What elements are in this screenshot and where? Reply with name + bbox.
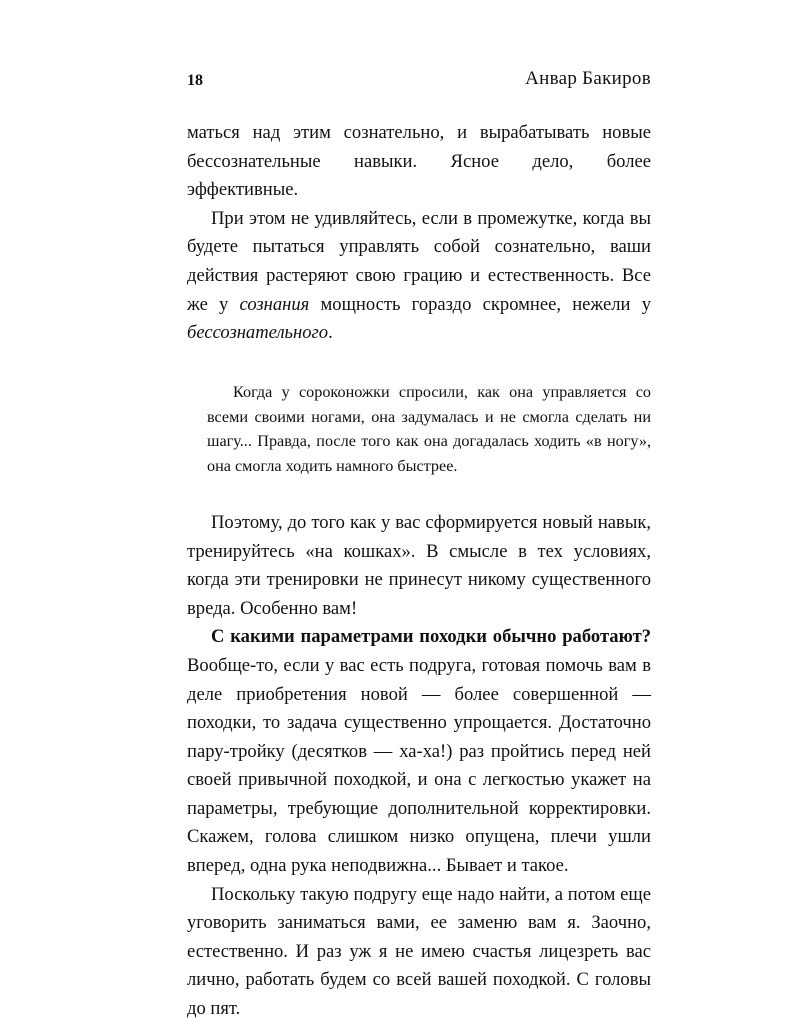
centipede-anecdote: Когда у сороконожки спросили, как она управляется со всеми своими ногами, она задумалась и не смогла сделать ни шагу... Правда, после того как она догадалась ходить «в ногу», она смогла ходить намного быстрее. — [207, 382, 651, 476]
paragraph-2 — [187, 205, 651, 348]
paragraph-2-text-c: . — [328, 322, 333, 344]
running-head-author: Анвар Бакиров — [525, 68, 651, 89]
page-number: 18 — [187, 72, 203, 89]
paragraph-2-italic-consciousness: сознания — [239, 293, 310, 315]
paragraph-3: Поэтому, до того как у вас сформируется новый навык, тренируйтесь «на кошках». В смысле в тех условиях, когда эти тренировки не принесут никому существенного вреда. Особенно вам! — [187, 511, 651, 619]
paragraph-5: Поскольку такую подругу еще надо найти, а потом еще уговорить заниматься вами, ее заменю вам я. Заочно, естественно. И раз уж я не имею счастья лицезреть вас лично, работать будем со всей вашей походкой. С головы до пят. — [187, 883, 651, 1020]
paragraph-4-text: Вообще-то, если у вас есть подруга, готовая помочь вам в деле приобретения новой — более совершенной — походки, то задача существенно упрощается. Достаточно пару-тройку (десятков — ха-ха!) раз пройтись перед ней своей привычной походкой, и она с легкостью укажет на параметры, требующие дополнительной корректировки. Скажем, голова слишком низко опущена, плечи ушли вперед, одна рука неподвижна... Бывает и такое. — [187, 654, 651, 877]
section-question-heading: С какими параметрами походки обычно работают? — [211, 626, 651, 648]
page-body — [187, 119, 651, 1024]
paragraph-2-italic-unconscious: бессознательного — [187, 322, 329, 344]
page-header — [187, 68, 651, 98]
paragraph-4 — [187, 623, 651, 880]
paragraph-2-text-a: При этом не удивляйтесь, если в промежутке, когда вы будете пытаться управлять собой сознательно, ваши действия растеряют свою грацию и естественность. Все же у — [187, 207, 651, 315]
paragraph-2-text-b: мощность гораздо скромнее, нежели у — [309, 293, 651, 315]
paragraph-1: маться над этим сознательно, и вырабатывать новые бессознательные навыки. Ясное дело, более эффективные. — [187, 122, 651, 201]
